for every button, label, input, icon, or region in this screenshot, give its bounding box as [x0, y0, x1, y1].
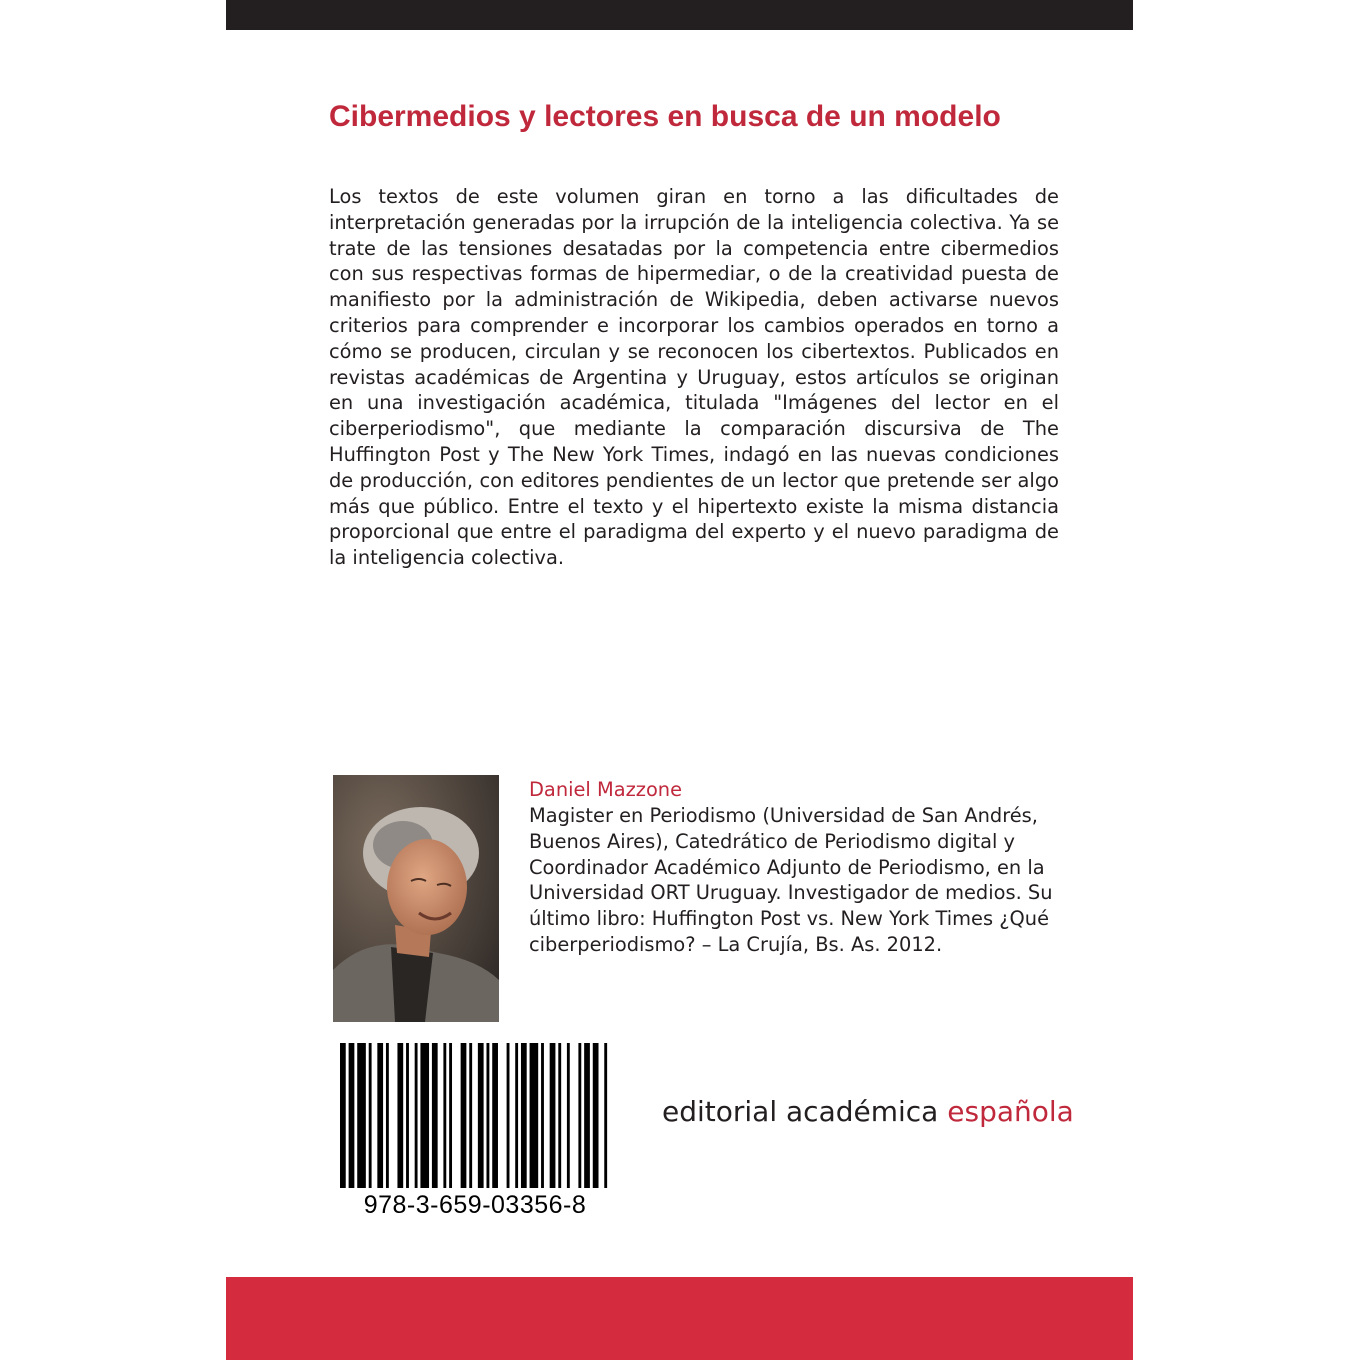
- barcode-bar: [406, 1043, 409, 1188]
- author-photo: [333, 775, 499, 1022]
- barcode-bar: [432, 1043, 438, 1188]
- barcode-bar: [386, 1043, 389, 1188]
- publisher-name: [662, 1094, 1074, 1130]
- barcode: [340, 1043, 610, 1188]
- barcode-bar: [578, 1043, 581, 1188]
- barcode-bar: [584, 1043, 590, 1188]
- author-bio: Magister en Periodismo (Universidad de San Andrés, Buenos Aires), Catedrático de Periodismo digital y Coordinador Académico Adjunto de Periodismo, en la Universidad ORT Uruguay. Investigador de medios. Su último libro: Huffington Post vs. New York Times ¿Qué ciberperiodismo? – La Crujía, Bs. As. 2012.: [529, 804, 1053, 956]
- book-summary: Los textos de este volumen giran en torno a las dificultades de interpretación generadas por la irrupción de la inteligencia colectiva. Ya se trate de las tensiones desatadas por la competencia entre cibermedios con sus respectivas formas de hipermediar, o de la creatividad puesta de manifiesto por la administración de Wikipedia, deben activarse nuevos criterios para comprender e incorporar los cambios operados en torno a cómo se producen, circulan y se reconocen los cibertextos. Publicados en revistas académicas de Argentina y Uruguay, estos artículos se originan en una investigación académica, titulada "Imágenes del lector en el ciberperiodismo", que mediante la comparación discursiva de The Huffington Post y The New York Times, indagó en las nuevas condiciones de producción, con editores pendientes de un lector que pretende ser algo más que público. Entre el texto y el hipertexto existe la misma distancia proporcional que entre el paradigma del experto y el nuevo paradigma de la inteligencia colectiva.: [329, 185, 1059, 570]
- barcode-bar: [550, 1043, 556, 1188]
- barcode-bar: [340, 1043, 346, 1188]
- barcode-bar: [521, 1043, 527, 1188]
- author-name: Daniel Mazzone: [529, 778, 683, 801]
- barcode-bar: [604, 1043, 607, 1188]
- barcode-bar: [492, 1043, 498, 1188]
- barcode-bar: [515, 1043, 518, 1188]
- back-cover: [226, 0, 1133, 1360]
- barcode-bar: [377, 1043, 383, 1188]
- barcode-bar: [349, 1043, 355, 1188]
- barcode-bar: [369, 1043, 372, 1188]
- barcode-bar: [530, 1043, 539, 1188]
- barcode-bar: [415, 1043, 418, 1188]
- book-title: Cibermedios y lectores en busca de un modelo: [329, 100, 1001, 133]
- publisher-name-accent: española: [947, 1095, 1074, 1128]
- barcode-bar: [567, 1043, 570, 1188]
- barcode-bar: [593, 1043, 599, 1188]
- barcode-bar: [558, 1043, 561, 1188]
- barcode-bar: [469, 1043, 472, 1188]
- publisher-name-main: editorial académica: [662, 1095, 939, 1128]
- barcode-bar: [420, 1043, 429, 1188]
- barcode-bar: [443, 1043, 446, 1188]
- barcode-bar: [449, 1043, 452, 1188]
- barcode-bar: [486, 1043, 489, 1188]
- barcode-bar: [478, 1043, 484, 1188]
- barcode-bar: [461, 1043, 467, 1188]
- top-band: [226, 0, 1133, 30]
- bottom-band: [226, 1277, 1133, 1360]
- author-portrait-image: [333, 775, 499, 1022]
- barcode-bar: [507, 1043, 510, 1188]
- isbn-number: 978-3-659-03356-8: [363, 1191, 587, 1219]
- barcode-bar: [357, 1043, 366, 1188]
- barcode-bar: [397, 1043, 403, 1188]
- barcode-bar: [541, 1043, 544, 1188]
